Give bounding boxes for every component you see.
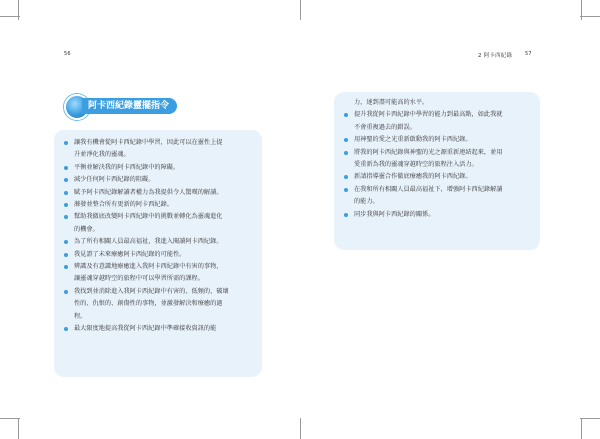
list-item: [64, 261, 262, 273]
list-item-text: 我找到並消除進入我阿卡西紀錄中有害的、低頻的，破壞: [74, 287, 229, 295]
bullet-icon: [64, 203, 68, 207]
bullet-icon: [64, 166, 68, 170]
list-item-text: 的能力。: [354, 198, 379, 206]
list-item-text: 程。: [74, 312, 87, 320]
crop-mark: [581, 0, 582, 20]
list-item: [344, 109, 540, 121]
section-title: [64, 96, 214, 118]
page-number: 56: [64, 51, 71, 57]
list-item-text: 在我和所有相關人員最高福祉下，增強阿卡西紀錄解讀: [354, 185, 503, 193]
crop-mark: [0, 16, 20, 17]
list-item-text: 為了所有相關人員最高福祉，我進入閱讀阿卡西紀錄。: [74, 238, 223, 246]
bullet-icon: [344, 175, 348, 179]
crop-mark: [300, 0, 301, 20]
bullet-icon: [64, 290, 68, 294]
list-item-text: 的機會。: [74, 225, 99, 233]
list-item-text: 我見證了未來療癒阿卡西紀錄的可能性。: [74, 250, 186, 258]
bullet-icon: [64, 178, 68, 182]
list-item: [64, 236, 262, 248]
list-item-text: 賦予阿卡西紀錄解讀者權力為我提供令人驚嘆的解讀。: [74, 188, 223, 196]
bullet-icon: [64, 240, 68, 244]
list-item: [64, 249, 262, 261]
list-item-continuation: [64, 273, 262, 285]
list-item: [64, 137, 262, 149]
list-item-text: 用神聖的愛之光重新啟動我的阿卡西紀錄。: [354, 136, 472, 144]
list-item: [344, 171, 540, 183]
list-item-continuation: [64, 149, 262, 161]
list-item: [64, 174, 262, 186]
bullet-icon: [64, 265, 68, 269]
list-item-continuation: [64, 224, 262, 236]
bullet-icon: [344, 138, 348, 142]
bullet-icon: [64, 327, 68, 331]
crop-mark: [0, 418, 20, 419]
list-item-text: 同步我與阿卡西紀錄的關係。: [354, 210, 435, 218]
list-item-text: 愛重新為我的靈魂穿越時空的旅程注入活力。: [354, 161, 478, 169]
bullet-icon: [344, 151, 348, 155]
list-item-text: 幫助我徹底改變阿卡西紀錄中的挑戰並轉化為靈魂進化: [74, 213, 223, 221]
list-item-text: 減少任何阿卡西紀錄的阻礙。: [74, 176, 155, 184]
crop-mark: [18, 418, 19, 439]
list-item: [64, 199, 262, 211]
list-item-text: 力，達到盡可能高的水平。: [354, 99, 429, 106]
running-head: 2 阿卡西紀錄: [478, 53, 513, 59]
list-item-text: 不會重複過去的錯誤。: [354, 123, 416, 131]
list-item-text: 讓我有機會從阿卡西紀錄中學習，因此可以在靈性上提: [74, 139, 223, 146]
crop-mark: [18, 0, 19, 20]
crop-mark: [581, 418, 582, 439]
crop-mark: [580, 16, 600, 17]
page-number: 57: [525, 51, 532, 57]
section-title-text: 阿卡西紀錄靈擺指令: [82, 98, 177, 114]
bullet-icon: [64, 215, 68, 219]
list-item-continuation: [64, 298, 262, 310]
list-item-continuation: [64, 311, 262, 323]
list-item: [64, 187, 262, 199]
left-content-box: [54, 130, 262, 377]
bullet-icon: [64, 191, 68, 195]
bullet-icon: [344, 213, 348, 217]
list-item-text: 滌發並整合所有更新的阿卡西紀錄。: [74, 201, 173, 209]
list-item-text: 性的、仇恨的、創傷性的事物，並激發解決和療癒的過: [74, 300, 223, 308]
list-item-text: 將我的阿卡西紀錄與神聖的光之源重新連結起來，並用: [354, 148, 503, 156]
crop-mark: [300, 418, 301, 439]
bullet-icon: [64, 253, 68, 257]
list-item-text: 平衡並解決我的阿卡西紀錄中的障礙。: [74, 163, 180, 171]
list-item: [344, 147, 540, 159]
list-item-continuation: [344, 196, 540, 208]
list-item-text: 新請指導靈合作徹底療癒我的阿卡西紀錄。: [354, 173, 472, 181]
list-item: [64, 211, 262, 223]
list-item: [64, 286, 262, 298]
list-item: [344, 184, 540, 196]
crop-mark: [580, 418, 600, 419]
bullet-icon: [64, 141, 68, 145]
list-item-text: 讓靈魂穿越時空的旅程中可以學習所需的課程。: [74, 275, 204, 283]
list-item-text: 最大限度地提高我從阿卡西紀錄中準確接收資訊的能: [74, 325, 217, 333]
right-content-box: [334, 92, 540, 250]
bullet-icon: [344, 113, 348, 117]
list-item: [64, 323, 262, 335]
list-item-continuation: [344, 122, 540, 134]
bullet-icon: [344, 188, 348, 192]
list-item: [64, 162, 262, 174]
list-item: [344, 209, 540, 221]
list-item-text: 升並淨化我的靈魂。: [74, 151, 130, 159]
list-item-continuation: [344, 159, 540, 171]
list-item-text: 辨識及有意識地療癒進入我阿卡西紀錄中有害的事物，: [74, 263, 223, 271]
list-item: [344, 134, 540, 146]
list-item-text: 提升我從阿卡西紀錄中學習的能力到最高點，如此我就: [354, 111, 503, 119]
list-item-continuation: [344, 97, 540, 109]
